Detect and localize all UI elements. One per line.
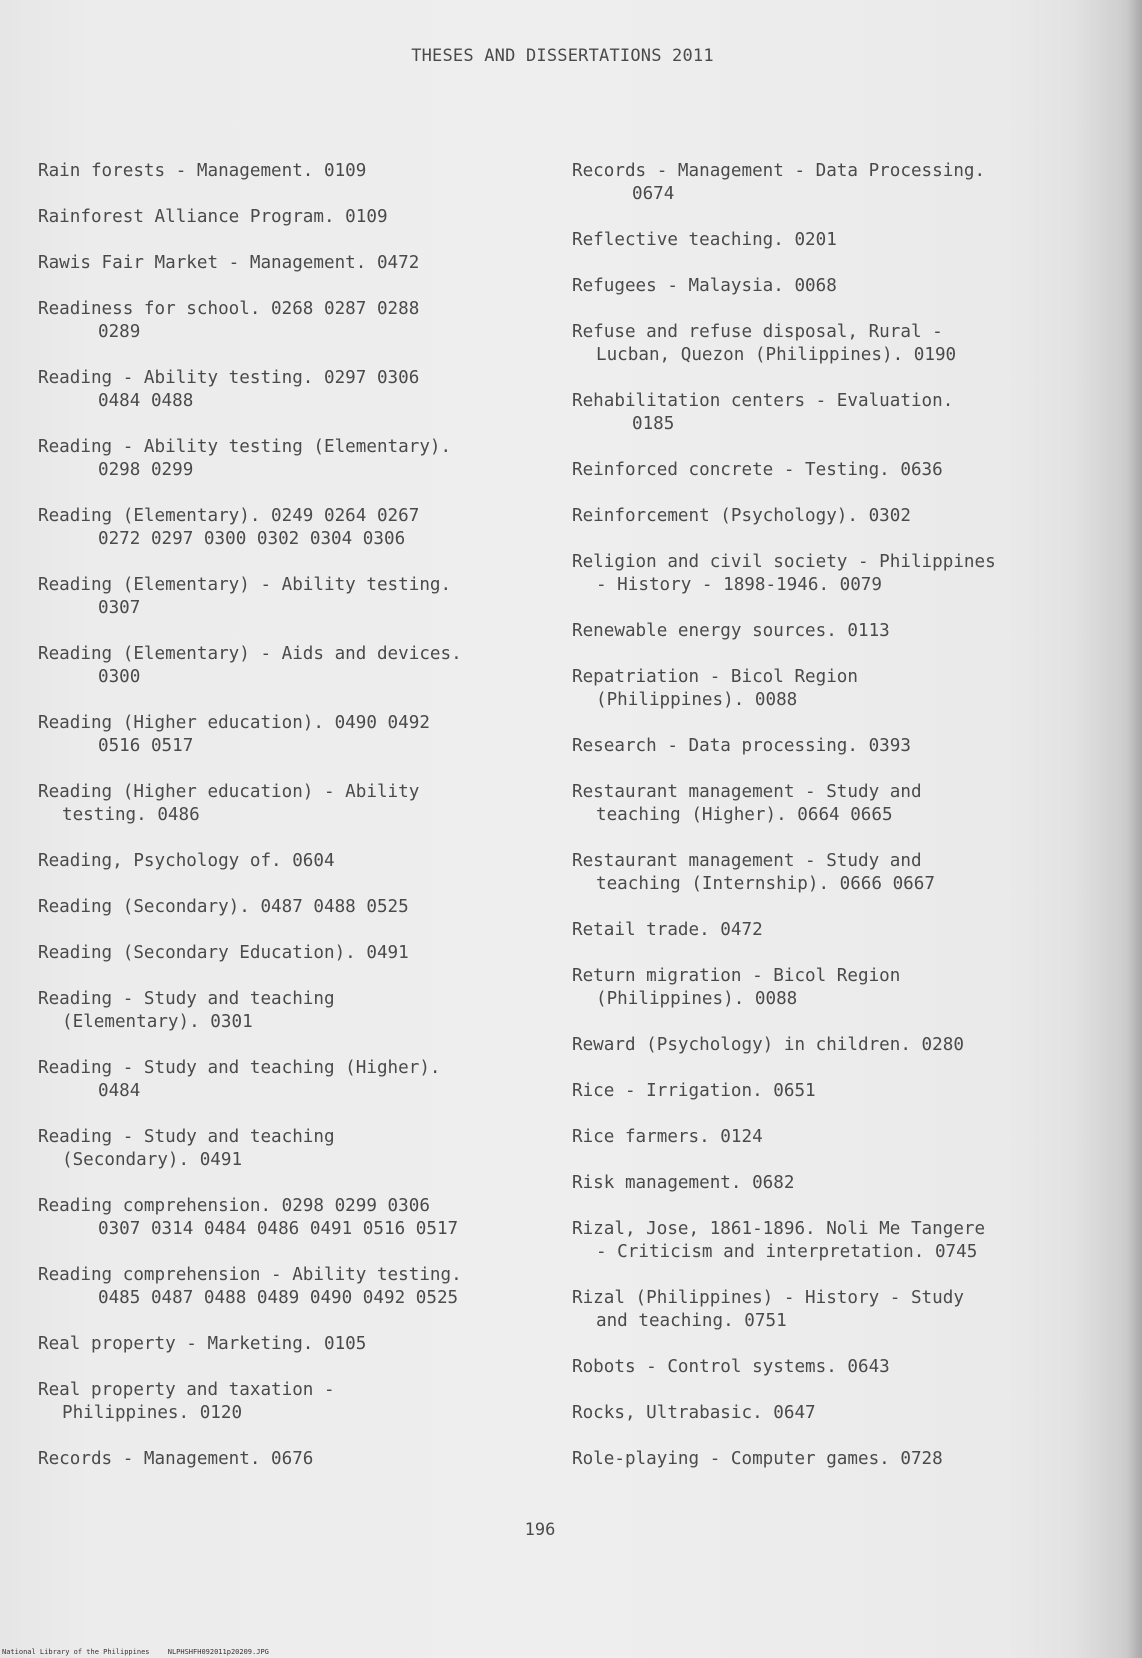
index-entry-continuation: 0289 [98, 322, 141, 342]
index-entry-heading: Reading, Psychology of. 0604 [38, 851, 335, 871]
index-entry [572, 229, 1092, 252]
index-entry-heading: Reflective teaching. 0201 [572, 230, 837, 250]
index-entry-heading: Rainforest Alliance Program. 0109 [38, 207, 388, 227]
index-entry-heading: Rocks, Ultrabasic. 0647 [572, 1403, 816, 1423]
index-entry [38, 206, 548, 229]
index-entry [572, 1218, 1092, 1264]
index-entry [38, 896, 548, 919]
index-entry-continuation: 0484 0488 [98, 391, 194, 411]
index-entry-continuation: 0485 0487 0488 0489 0490 0492 0525 [98, 1288, 459, 1308]
index-entry [572, 1402, 1092, 1425]
index-entry [572, 1126, 1092, 1149]
index-entry-heading: Reading - Study and teaching [38, 1127, 335, 1147]
index-entry [38, 1126, 548, 1172]
index-entry [38, 1264, 548, 1310]
index-entry-heading: Reinforcement (Psychology). 0302 [572, 506, 911, 526]
index-entry-heading: Reinforced concrete - Testing. 0636 [572, 460, 943, 480]
index-entry-heading: Reading (Secondary Education). 0491 [38, 943, 409, 963]
index-entry [572, 1080, 1092, 1103]
index-entry [572, 1287, 1092, 1333]
index-entry [572, 666, 1092, 712]
page-edge-shadow [1128, 0, 1142, 1658]
index-entry [38, 574, 548, 620]
index-entry-continuation: 0484 [98, 1081, 141, 1101]
index-entry [38, 712, 548, 758]
left-column [38, 160, 548, 1494]
index-entry-continuation: - Criticism and interpretation. 0745 [596, 1242, 978, 1262]
index-entry-heading: Records - Management - Data Processing. [572, 161, 986, 181]
index-entry-heading: Rain forests - Management. 0109 [38, 161, 367, 181]
index-entry [38, 367, 548, 413]
index-entry-continuation: (Philippines). 0088 [596, 989, 798, 1009]
index-entry [572, 390, 1092, 436]
index-entry-heading: Rice - Irrigation. 0651 [572, 1081, 816, 1101]
index-entry-continuation: and teaching. 0751 [596, 1311, 787, 1331]
index-entry-continuation: (Elementary). 0301 [62, 1012, 253, 1032]
index-entry [572, 1356, 1092, 1379]
index-entry-continuation: 0674 [632, 184, 675, 204]
index-entry [38, 1057, 548, 1103]
index-entry-continuation: 0516 0517 [98, 736, 194, 756]
index-entry-continuation: Lucban, Quezon (Philippines). 0190 [596, 345, 957, 365]
index-entry-heading: Reading (Higher education) - Ability [38, 782, 420, 802]
index-entry [572, 965, 1092, 1011]
index-entry-heading: Repatriation - Bicol Region [572, 667, 858, 687]
index-entry-heading: Real property - Marketing. 0105 [38, 1334, 367, 1354]
index-entry [572, 275, 1092, 298]
index-entry-heading: Reading comprehension. 0298 0299 0306 [38, 1196, 430, 1216]
index-entry [572, 735, 1092, 758]
index-entry-heading: Research - Data processing. 0393 [572, 736, 911, 756]
page-number: 196 [524, 1520, 556, 1540]
index-entry-heading: Records - Management. 0676 [38, 1449, 314, 1469]
index-entry [38, 781, 548, 827]
index-entry-continuation: teaching (Internship). 0666 0667 [596, 874, 935, 894]
index-entry-heading: Reading (Elementary). 0249 0264 0267 [38, 506, 420, 526]
index-entry [572, 459, 1092, 482]
index-entry [572, 160, 1092, 206]
index-entry-heading: Renewable energy sources. 0113 [572, 621, 890, 641]
index-entry-heading: Reading (Higher education). 0490 0492 [38, 713, 430, 733]
credit-filename: NLPHSHFH092011p20209.JPG [167, 1648, 269, 1656]
index-entry [38, 942, 548, 965]
index-entry-heading: Reading - Study and teaching [38, 989, 335, 1009]
index-entry [38, 298, 548, 344]
index-entry [572, 1172, 1092, 1195]
index-entry [572, 850, 1092, 896]
index-entry [38, 160, 548, 183]
index-entry [38, 988, 548, 1034]
index-entry-heading: Risk management. 0682 [572, 1173, 795, 1193]
index-entry-heading: Readiness for school. 0268 0287 0288 [38, 299, 420, 319]
index-entry-heading: Rice farmers. 0124 [572, 1127, 763, 1147]
credit-library: National Library of the Philippines [2, 1648, 150, 1656]
index-entry-heading: Reading - Study and teaching (Higher). [38, 1058, 441, 1078]
index-entry-continuation: Philippines. 0120 [62, 1403, 243, 1423]
index-entry-heading: Real property and taxation - [38, 1380, 335, 1400]
index-entry [572, 620, 1092, 643]
index-entry [572, 551, 1092, 597]
index-entry [572, 919, 1092, 942]
index-entry [572, 1448, 1092, 1471]
index-entry-continuation: 0307 0314 0484 0486 0491 0516 0517 [98, 1219, 459, 1239]
page-header: THESES AND DISSERTATIONS 2011 [411, 46, 714, 66]
index-entry-heading: Restaurant management - Study and [572, 851, 922, 871]
index-entry [38, 1333, 548, 1356]
index-entry-heading: Rizal (Philippines) - History - Study [572, 1288, 964, 1308]
index-entry-heading: Robots - Control systems. 0643 [572, 1357, 890, 1377]
scan-credit [2, 1648, 283, 1656]
index-entry-heading: Return migration - Bicol Region [572, 966, 901, 986]
index-entry [572, 1034, 1092, 1057]
index-entry [38, 1448, 548, 1471]
index-entry-continuation: (Philippines). 0088 [596, 690, 798, 710]
index-entry-heading: Reading (Elementary) - Ability testing. [38, 575, 452, 595]
index-entry-heading: Reading - Ability testing (Elementary). [38, 437, 452, 457]
right-column [572, 160, 1092, 1494]
index-entry-heading: Religion and civil society - Philippines [572, 552, 996, 572]
index-entry-continuation: 0272 0297 0300 0302 0304 0306 [98, 529, 406, 549]
index-entry [38, 1195, 548, 1241]
index-entry-heading: Rehabilitation centers - Evaluation. [572, 391, 954, 411]
index-entry-continuation: testing. 0486 [62, 805, 200, 825]
index-entry-heading: Retail trade. 0472 [572, 920, 763, 940]
index-entry [38, 252, 548, 275]
index-entry-heading: Reading - Ability testing. 0297 0306 [38, 368, 420, 388]
index-entry-heading: Role-playing - Computer games. 0728 [572, 1449, 943, 1469]
index-entry [572, 781, 1092, 827]
index-entry-continuation: 0307 [98, 598, 141, 618]
index-entry-continuation: 0185 [632, 414, 675, 434]
index-entry [38, 436, 548, 482]
index-entry [572, 321, 1092, 367]
index-entry [572, 505, 1092, 528]
index-entry-continuation: 0300 [98, 667, 141, 687]
index-entry-heading: Rawis Fair Market - Management. 0472 [38, 253, 420, 273]
index-entry-continuation: (Secondary). 0491 [62, 1150, 243, 1170]
index-entry-heading: Refugees - Malaysia. 0068 [572, 276, 837, 296]
index-entry [38, 850, 548, 873]
index-entry-continuation: 0298 0299 [98, 460, 194, 480]
index-entry-heading: Restaurant management - Study and [572, 782, 922, 802]
index-entry [38, 505, 548, 551]
index-entry [38, 643, 548, 689]
index-entry-heading: Reading comprehension - Ability testing. [38, 1265, 462, 1285]
index-entry-heading: Reading (Secondary). 0487 0488 0525 [38, 897, 409, 917]
index-entry [38, 1379, 548, 1425]
index-entry-continuation: - History - 1898-1946. 0079 [596, 575, 882, 595]
index-entry-heading: Reward (Psychology) in children. 0280 [572, 1035, 964, 1055]
index-entry-heading: Refuse and refuse disposal, Rural - [572, 322, 943, 342]
index-entry-heading: Rizal, Jose, 1861-1896. Noli Me Tangere [572, 1219, 986, 1239]
index-entry-continuation: teaching (Higher). 0664 0665 [596, 805, 893, 825]
index-entry-heading: Reading (Elementary) - Aids and devices. [38, 644, 462, 664]
